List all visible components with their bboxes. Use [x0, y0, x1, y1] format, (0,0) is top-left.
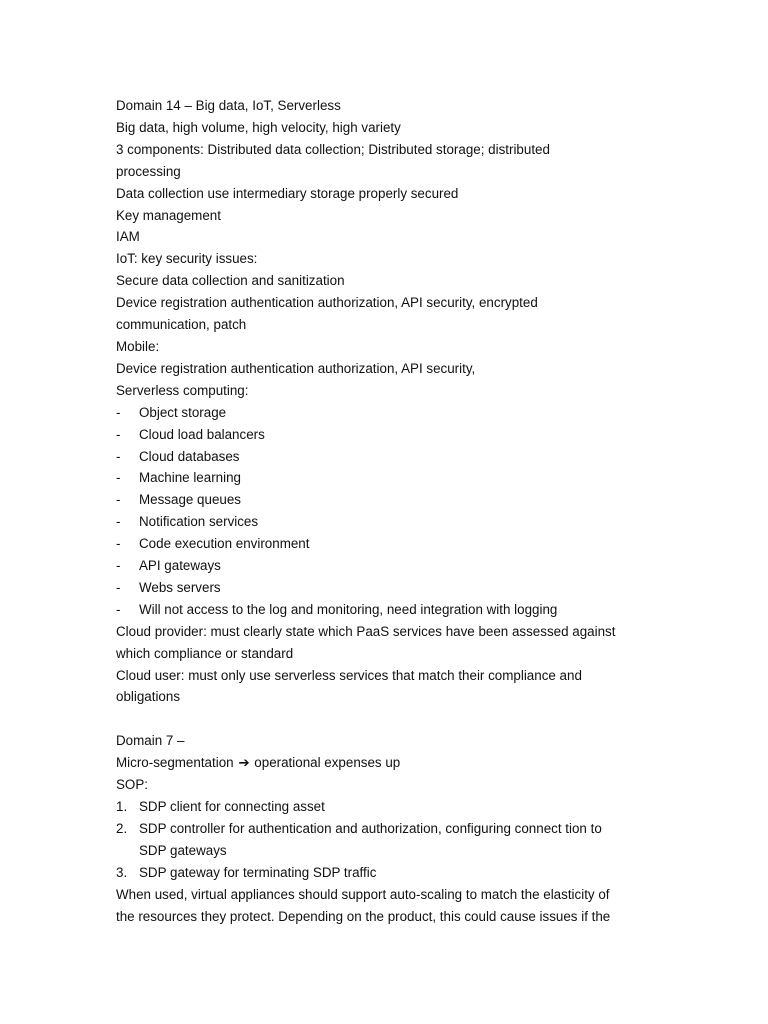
text-line: Cloud provider: must clearly state which PaaS services have been assessed against [116, 623, 616, 639]
numbered-list-item [116, 862, 656, 884]
text-line: IAM [116, 229, 140, 245]
text-line: the resources they protect. Depending on the product, this could cause issues if the [116, 908, 611, 924]
serverless-bullet-list [116, 402, 656, 621]
numbered-list-item [116, 818, 656, 862]
list-item [116, 489, 656, 511]
text-line: obligations [116, 689, 181, 705]
bullet-marker: - [116, 514, 121, 530]
list-item-text [139, 818, 656, 862]
list-item [116, 511, 656, 533]
text-line: IoT: key security issues: [116, 251, 258, 267]
list-item-text: Cloud load balancers [139, 426, 265, 442]
text-line: Secure data collection and sanitization [116, 273, 345, 289]
list-item-text: API gateways [139, 558, 221, 574]
bullet-marker: - [116, 601, 121, 617]
micro-segmentation-line [116, 752, 656, 774]
sop-label: SOP: [116, 777, 148, 793]
list-item [116, 533, 656, 555]
number-marker: 3. [116, 864, 128, 880]
text-line: Cloud user: must only use serverless services that match their compliance and [116, 667, 582, 683]
text-line: When used, virtual appliances should support auto-scaling to match the elasticity of [116, 886, 610, 902]
micro-segmentation-label: Micro-segmentation [116, 755, 234, 771]
list-item [116, 467, 656, 489]
list-item [116, 446, 656, 468]
bullet-marker: - [116, 426, 121, 442]
text-line: Big data, high volume, high velocity, high variety [116, 119, 401, 135]
right-arrow-icon: ➔ [238, 755, 250, 771]
micro-segmentation-result: operational expenses up [254, 755, 401, 771]
number-marker: 1. [116, 798, 128, 814]
bullet-marker: - [116, 470, 121, 486]
text-line: Device registration authentication authorization, API security, [116, 360, 476, 376]
text-line: Data collection use intermediary storage properly secured [116, 185, 459, 201]
list-item-text: Machine learning [139, 470, 241, 486]
list-item-text: Object storage [139, 404, 227, 420]
list-item-line: SDP client for connecting asset [139, 798, 325, 814]
list-item [116, 555, 656, 577]
bullet-marker: - [116, 536, 121, 552]
domain7-heading: Domain 7 – [116, 733, 185, 749]
bullet-marker: - [116, 492, 121, 508]
list-item-text: Will not access to the log and monitoring, need integration with logging [139, 601, 558, 617]
bullet-marker: - [116, 448, 121, 464]
list-item [116, 577, 656, 599]
list-item-text: Webs servers [139, 579, 221, 595]
bullet-marker: - [116, 558, 121, 574]
list-item-text: Code execution environment [139, 536, 310, 552]
text-line: Mobile: [116, 338, 160, 354]
list-item [116, 599, 656, 621]
document-body [116, 95, 656, 927]
text-line: communication, patch [116, 317, 247, 333]
list-item-text: Message queues [139, 492, 241, 508]
blank-line [116, 708, 656, 730]
list-item-text: Notification services [139, 514, 259, 530]
number-marker: 2. [116, 820, 128, 836]
text-line: 3 components: Distributed data collection; Distributed storage; distributed [116, 141, 550, 157]
list-item-text [139, 862, 656, 884]
domain14-heading: Domain 14 – Big data, IoT, Serverless [116, 98, 341, 113]
list-item-line: SDP gateway for terminating SDP traffic [139, 864, 377, 880]
list-item-text: Cloud databases [139, 448, 240, 464]
numbered-list-item [116, 796, 656, 818]
sdp-numbered-list [116, 796, 656, 884]
bullet-marker: - [116, 579, 121, 595]
list-item-text [139, 796, 656, 818]
text-line: Key management [116, 207, 221, 223]
list-item [116, 402, 656, 424]
list-item-line: SDP gateways [139, 842, 227, 858]
text-line: which compliance or standard [116, 645, 294, 661]
text-line: processing [116, 163, 181, 179]
text-line: Serverless computing: [116, 382, 249, 398]
list-item [116, 424, 656, 446]
bullet-marker: - [116, 404, 121, 420]
list-item-line: SDP controller for authentication and authorization, configuring connect tion to [139, 820, 602, 836]
text-line: Device registration authentication authorization, API security, encrypted [116, 295, 538, 311]
